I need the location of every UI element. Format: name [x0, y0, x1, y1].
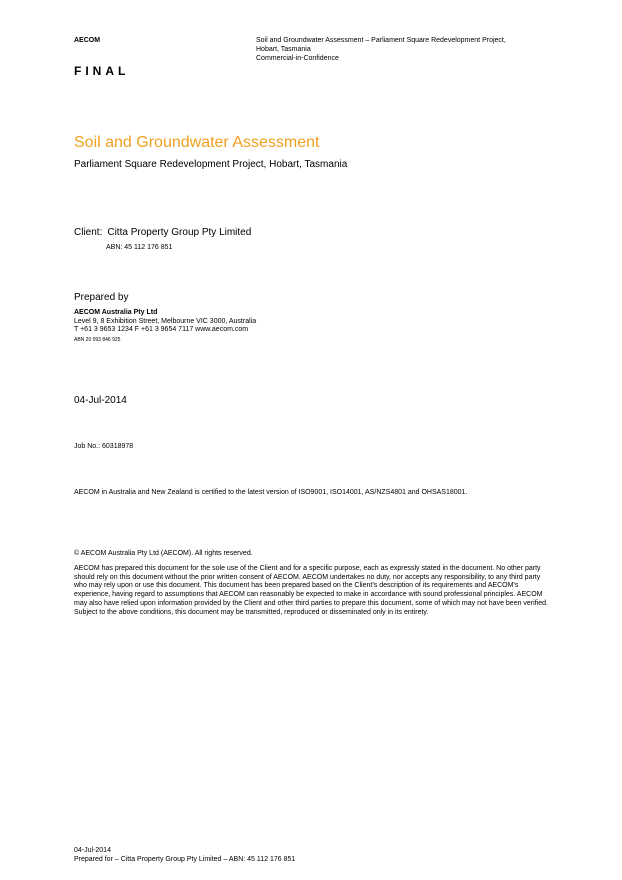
- client-abn: ABN: 45 112 176 851: [106, 244, 173, 251]
- preparer-abn: ABN 20 093 846 925: [74, 336, 121, 343]
- preparer-contact: T +61 3 9653 1234 F +61 3 9654 7117 www.aecom.com: [74, 326, 249, 333]
- preparer-company: AECOM Australia Pty Ltd: [74, 309, 158, 316]
- header-company: AECOM: [74, 37, 101, 44]
- header-line-location: Hobart, Tasmania: [256, 46, 311, 53]
- footer-date: 04-Jul-2014: [74, 847, 111, 854]
- header-line-project: Soil and Groundwater Assessment – Parliament Square Redevelopment Project,: [256, 37, 506, 44]
- prepared-by-block: [74, 309, 256, 344]
- preparer-address: Level 9, 8 Exhibition Street, Melbourne VIC 3000, Australia: [74, 317, 257, 325]
- prepared-by-heading: Prepared by: [74, 292, 129, 303]
- page-footer: [74, 846, 295, 864]
- job-number: Job No.: 60318978: [74, 443, 134, 450]
- certification-statement: AECOM in Australia and New Zealand is certified to the latest version of ISO9001, ISO14001, AS/NZS4801 and OHSAS18001.: [74, 489, 468, 496]
- document-subtitle: Parliament Square Redevelopment Project, Hobart, Tasmania: [74, 159, 348, 170]
- header-document-info: [256, 36, 506, 63]
- disclaimer-paragraph: AECOM has prepared this document for the sole use of the Client and for a specific purpose, each as expressly stated in the document. No other party should rely on this document without the prior written consent of AECOM. AECOM undertakes no duty, nor accepts any responsibility, to any third party who may rely upon or use this document. This document has been prepared based on the Client’s description of its requirements and AECOM’s experience, having regard to assumptions that AECOM can reasonably be expected to make in accordance with sound professional principles. AECOM may also have relied upon information provided by the Client and other third parties to prepare this document, some of which may not have been verified. Subject to the above conditions, this document may be transmitted, reproduced or disseminated only in its entirety.: [74, 565, 548, 616]
- document-date: 04-Jul-2014: [74, 395, 127, 406]
- client-label: Client:: [74, 227, 103, 238]
- document-title: Soil and Groundwater Assessment: [74, 134, 320, 151]
- header-line-confidentiality: Commercial-in-Confidence: [256, 55, 339, 62]
- copyright-notice: © AECOM Australia Pty Ltd (AECOM). All rights reserved.: [74, 550, 253, 557]
- client-name: Citta Property Group Pty Limited: [107, 227, 252, 238]
- client-line: [74, 227, 251, 238]
- footer-prepared-for: Prepared for – Citta Property Group Pty Limited – ABN: 45 112 176 851: [74, 856, 296, 863]
- document-status: FINAL: [74, 64, 130, 78]
